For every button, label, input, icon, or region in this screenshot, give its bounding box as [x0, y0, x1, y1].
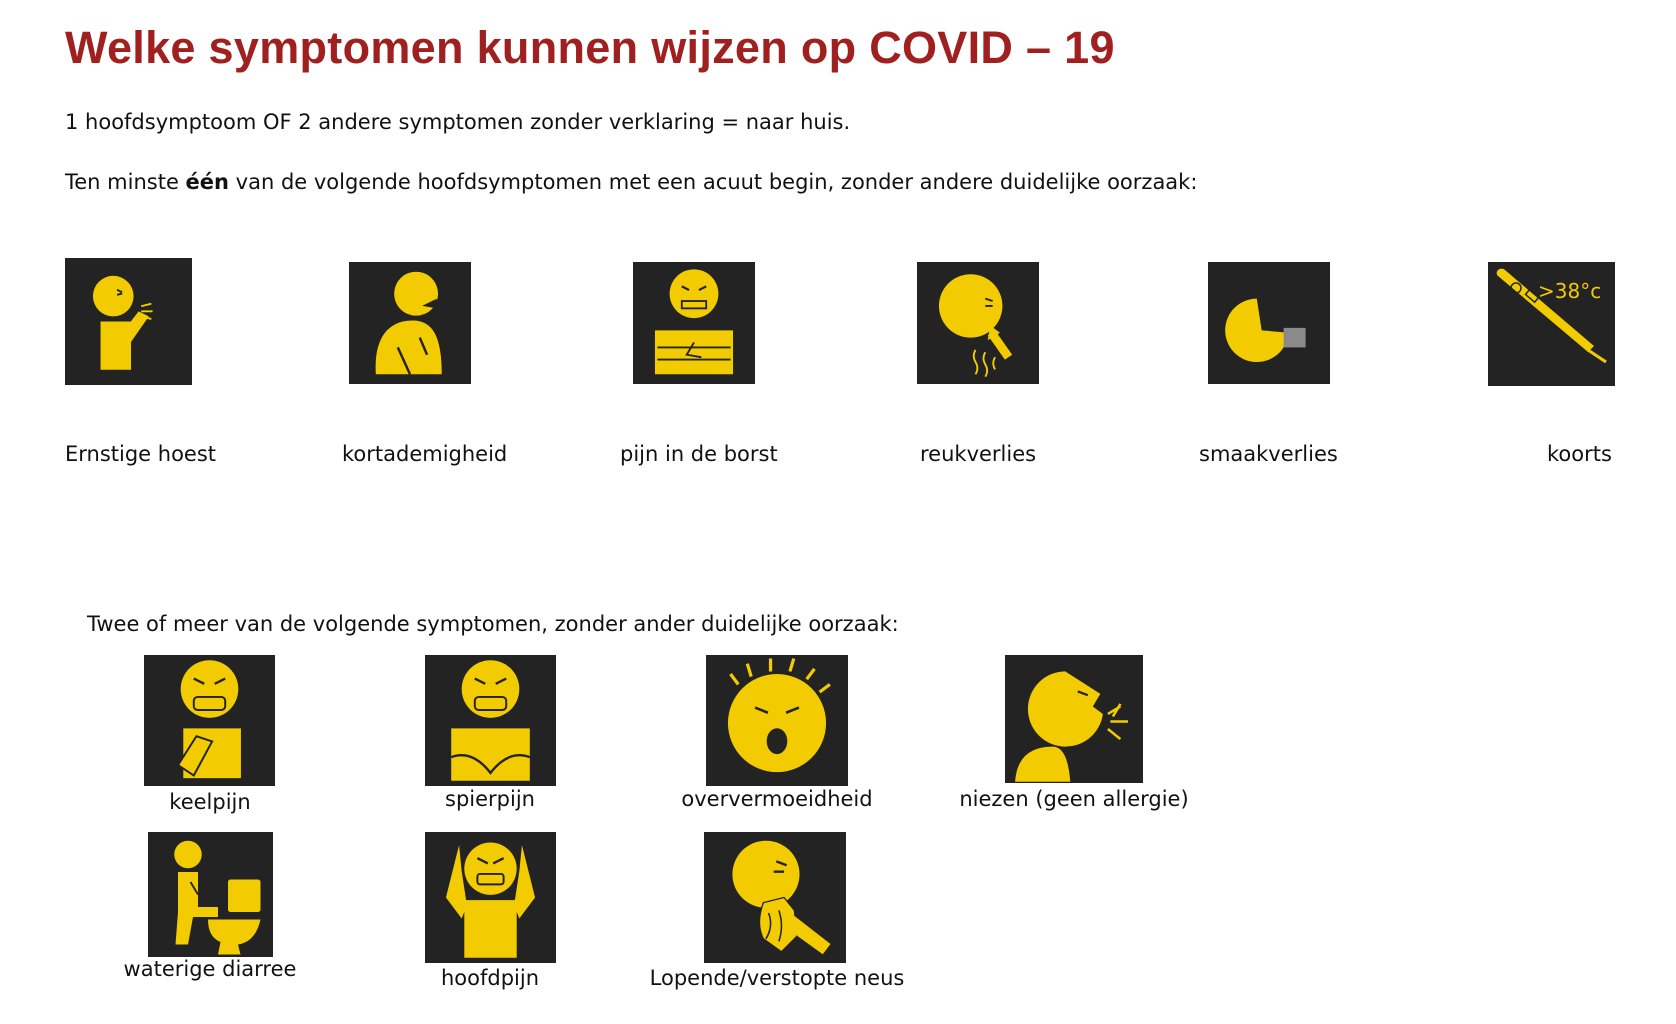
muscle-pain-icon — [425, 655, 556, 786]
symptom-label-spierpijn: spierpijn — [445, 787, 535, 811]
symptom-label-smaakverlies: smaakverlies — [1199, 442, 1338, 466]
symptom-label-kortademigheid: kortademigheid — [342, 442, 508, 466]
sneezing-icon — [1005, 655, 1143, 783]
sore-throat-icon — [144, 655, 275, 786]
symptom-label-niezen: niezen (geen allergie) — [959, 787, 1189, 811]
symptom-label-hoofdpijn: hoofdpijn — [440, 966, 540, 990]
shortness-of-breath-icon — [349, 262, 471, 384]
coughing-person-icon — [65, 258, 192, 385]
loss-of-smell-icon — [917, 262, 1039, 384]
runny-nose-icon — [704, 832, 846, 963]
fever-threshold-text: >38°c — [1538, 279, 1602, 303]
rule-text: 1 hoofdsymptoom OF 2 andere symptomen zonder verklaring = naar huis. — [65, 110, 851, 134]
other-symptoms-intro: Twee of meer van de volgende symptomen, zonder ander duidelijke oorzaak: — [87, 612, 899, 636]
headache-icon — [425, 832, 556, 963]
thermometer-icon — [1488, 262, 1615, 386]
symptom-label-keelpijn: keelpijn — [169, 790, 251, 814]
toilet-diarrhea-icon — [148, 832, 273, 957]
symptom-label-pijn-in-de-borst: pijn in de borst — [620, 442, 778, 466]
main-intro-after: van de volgende hoofdsymptomen met een acuut begin, zonder andere duidelijke oorzaak: — [228, 170, 1198, 194]
page-title: Welke symptomen kunnen wijzen op COVID – 19 — [65, 22, 1115, 73]
loss-of-taste-icon — [1208, 262, 1330, 384]
symptom-label-reukverlies: reukverlies — [920, 442, 1037, 466]
chest-pain-icon — [633, 262, 755, 384]
main-intro-before: Ten minste — [65, 170, 186, 194]
main-symptoms-intro — [65, 170, 1197, 194]
fatigue-icon — [706, 655, 848, 786]
symptom-label-koorts: koorts — [1547, 442, 1612, 466]
main-intro-bold: één — [185, 170, 229, 194]
symptom-label-ernstige-hoest: Ernstige hoest — [65, 442, 217, 466]
symptom-label-waterige-diarree: waterige diarree — [123, 957, 297, 981]
symptom-label-lopende-neus: Lopende/verstopte neus — [649, 966, 905, 990]
symptom-label-oververmoeidheid: oververmoeidheid — [681, 787, 873, 811]
